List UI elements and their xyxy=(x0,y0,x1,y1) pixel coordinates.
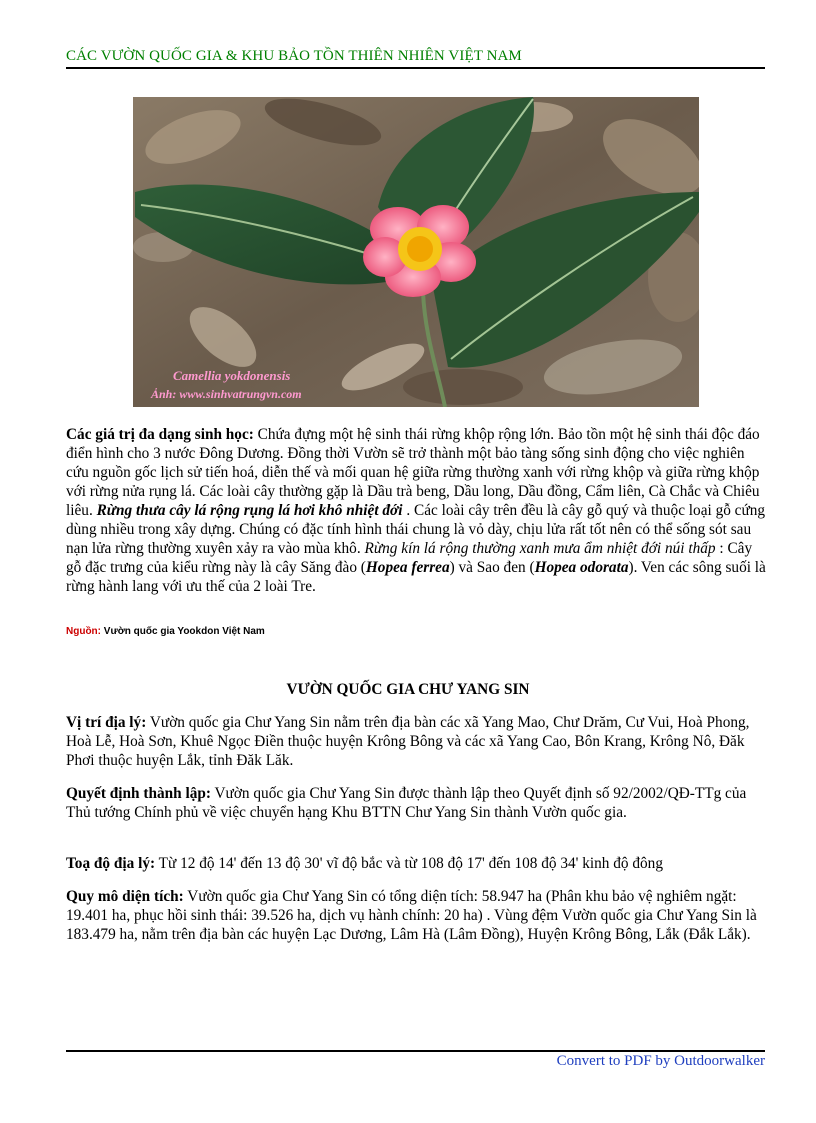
biodiversity-text-4: ) và Sao đen ( xyxy=(449,559,535,576)
area-paragraph xyxy=(66,887,766,944)
biodiversity-text-3: : Cây gỗ đặc trưng của kiểu rừng này là cây Săng đào ( xyxy=(66,540,753,576)
page-header xyxy=(66,47,765,69)
location-paragraph xyxy=(66,713,766,770)
header-title: CÁC VƯỜN QUỐC GIA & KHU BẢO TỒN THIÊN NHIÊN VIỆT NAM xyxy=(66,48,522,64)
photo-caption-1: Camellia yokdonensis xyxy=(173,368,291,383)
biodiversity-paragraph xyxy=(66,425,766,596)
coordinates-paragraph xyxy=(66,854,766,873)
photo-caption-2: Ảnh: www.sinhvatrungvn.com xyxy=(151,387,302,401)
footer-rule xyxy=(66,1050,765,1052)
biodiversity-text-1: Chứa đựng một hệ sinh thái rừng khộp rộng lớn. Bảo tồn một hệ sinh thái độc đáo điển hình cho 3 nước Đông Dương. Đồng thời Vườn sẽ trở thành một bảo tàng sống sinh động cho việc nghiên cứu nguồn gốc lịch sử tiến hoá, diễn thế và mối quan hệ giữa rừng thường xanh với rừng khộp và giữa rừng khộp với rừng nửa rụng lá. Các loài cây thường gặp là Dầu trà beng, Dầu long, Dầu đồng, Cẩm liên, Cà Chắc và Chiêu liêu. xyxy=(66,426,760,519)
coordinates-text: Từ 12 độ 14' đến 13 độ 30' vĩ độ bắc và từ 108 độ 17' đến 108 độ 34' kinh độ đông xyxy=(155,855,663,872)
decision-label: Quyết định thành lập: xyxy=(66,785,211,802)
footer-credit: Convert to PDF by Outdoorwalker xyxy=(556,1053,765,1069)
location-label: Vị trí địa lý: xyxy=(66,714,147,731)
biodiversity-label: Các giá trị đa dạng sinh học: xyxy=(66,426,254,443)
species-hopea-ferrea: Hopea ferrea xyxy=(365,559,450,576)
location-text: Vườn quốc gia Chư Yang Sin nằm trên địa bàn các xã Yang Mao, Chư Drăm, Cư Vui, Hoà Phong, Hoà Lễ, Hoà Sơn, Khuê Ngọc Điền thuộc huyện Krông Bông và các xã Yang Cao, Bôn Krang, Krông Nô, Đăk Phơi thuộc huyện Lắk, tỉnh Đăk Lăk. xyxy=(66,714,750,769)
evergreen-forest-term: Rừng kín lá rộng thường xanh mưa ẩm nhiệt đới núi thấp xyxy=(364,540,716,557)
area-label: Quy mô diện tích: xyxy=(66,888,184,905)
coordinates-label: Toạ độ địa lý: xyxy=(66,855,156,872)
sparse-forest-term: Rừng thưa cây lá rộng rụng lá hơi khô nhiệt đới xyxy=(96,502,403,519)
source-label: Nguồn: xyxy=(66,626,101,637)
decision-text: Vườn quốc gia Chư Yang Sin được thành lập theo Quyết định số 92/2002/QĐ-TTg của Thủ tướng Chính phủ về việc chuyển hạng Khu BTTN Chư Yang Sin thành Vườn quốc gia. xyxy=(66,785,747,821)
source-value: Vườn quốc gia Yookdon Việt Nam xyxy=(101,626,265,637)
section-title: VƯỜN QUỐC GIA CHƯ YANG SIN xyxy=(286,681,530,698)
species-hopea-odorata: Hopea odorata xyxy=(534,559,629,576)
biodiversity-text-2: . Các loài cây trên đều là cây gỗ quý và thuộc loại gỗ cứng dùng nhiều trong xây dựng. Chúng có đặc tính hình thái chung là vỏ dày, chịu lửa rất tốt nên có thể sống sót sau nạn lửa rừng thường xuyên xảy ra vào mùa khô. xyxy=(66,502,766,557)
decision-paragraph xyxy=(66,784,766,822)
area-text: Vườn quốc gia Chư Yang Sin có tổng diện tích: 58.947 ha (Phân khu bảo vệ nghiêm ngặt: 19.401 ha, phục hồi sinh thái: 39.526 ha, dịch vụ hành chính: 20 ha) . Vùng đệm Vườn quốc gia Chư Yang Sin là 183.479 ha, nằm trên địa bàn các huyện Lạc Dương, Lâm Hà (Lâm Đồng), Huyện Krông Bông, Lắk (Đắk Lắk). xyxy=(66,888,757,943)
biodiversity-text-5: ). Ven các sông suối là rừng hành lang với ưu thế của 2 loài Tre. xyxy=(66,559,766,595)
camellia-photo xyxy=(133,97,699,407)
source-line xyxy=(66,626,265,637)
